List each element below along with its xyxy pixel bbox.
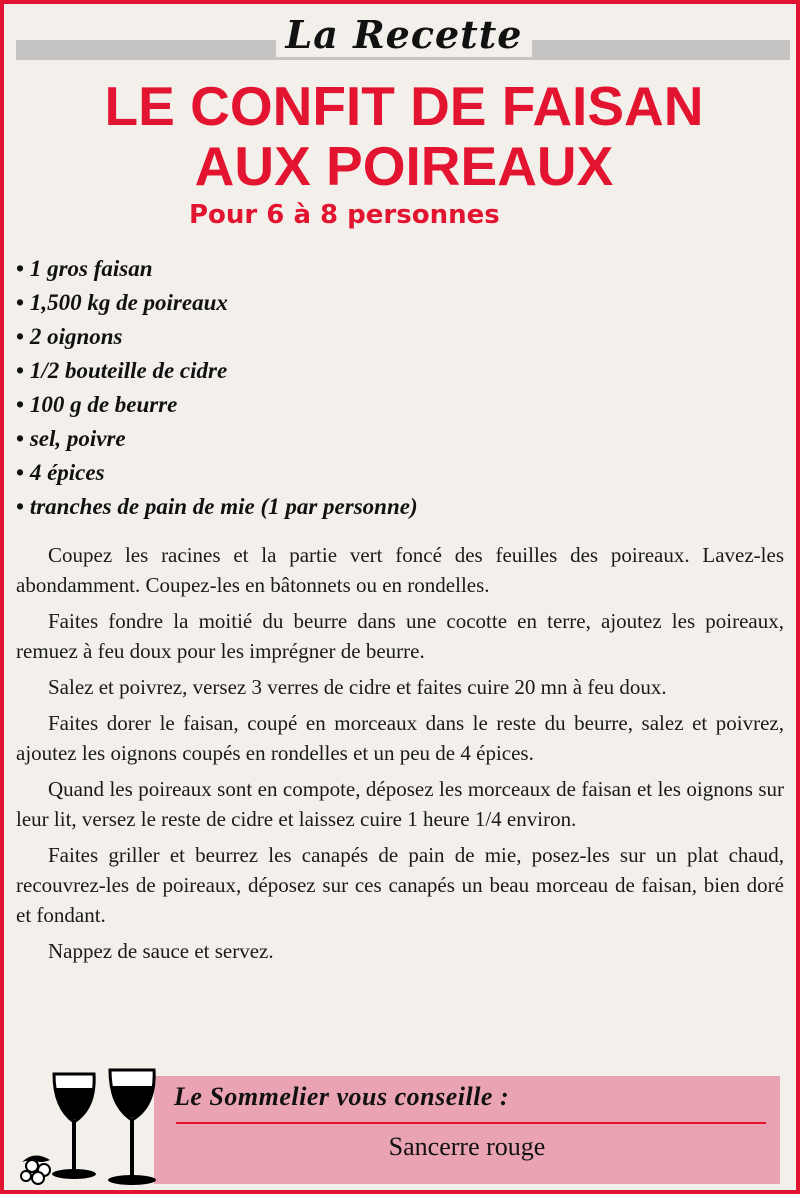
instruction-paragraph: Faites griller et beurrez les canapés de pain de mie, posez-les sur un plat chaud, recouvrez-les de poireaux, déposez sur ces canapés un beau morceau de faisan, bien doré et fondant. (16, 843, 784, 927)
sommelier-divider (176, 1122, 766, 1124)
sommelier-box (154, 1076, 780, 1184)
wine-glasses-icon (14, 1066, 174, 1190)
ingredient-item: • 1/2 bouteille de cidre (16, 354, 418, 388)
sommelier-wine: Sancerre rouge (388, 1132, 546, 1161)
instructions (16, 540, 784, 972)
ingredient-item: • sel, poivre (16, 422, 418, 456)
ingredient-item: • 1 gros faisan (16, 252, 418, 286)
recipe-title-line1: LE CONFIT DE FAISAN (104, 75, 704, 137)
instruction-paragraph: Nappez de sauce et servez. (48, 939, 274, 963)
ingredient-item: • tranches de pain de mie (1 par personne) (16, 490, 418, 524)
instruction-paragraph: Salez et poivrez, versez 3 verres de cidre et faites cuire 20 mn à feu doux. (48, 675, 667, 699)
servings: Pour 6 à 8 personnes (189, 200, 500, 230)
recipe-title (4, 76, 800, 196)
ingredient-list (16, 252, 418, 524)
recipe-title-line2: AUX POIREAUX (194, 135, 614, 197)
ingredient-item: • 2 oignons (16, 320, 418, 354)
sommelier-title: Le Sommelier vous conseille : (174, 1082, 510, 1111)
instruction-paragraph: Faites fondre la moitié du beurre dans une cocotte en terre, ajoutez les poireaux, remuez à feu doux pour les imprégner de beurre. (16, 609, 784, 663)
instruction-paragraph: Coupez les racines et la partie vert foncé des feuilles des poireaux. Lavez-les abondamment. Coupez-les en bâtonnets ou en rondelles. (16, 543, 784, 597)
instruction-paragraph: Faites dorer le faisan, coupé en morceaux dans le reste du beurre, salez et poivrez, ajoutez les oignons coupés en rondelles et un peu de 4 épices. (16, 711, 784, 765)
ingredient-item: • 100 g de beurre (16, 388, 418, 422)
instruction-paragraph: Quand les poireaux sont en compote, déposez les morceaux de faisan et les oignons sur leur lit, versez le reste de cidre et laissez cuire 1 heure 1/4 environ. (16, 777, 784, 831)
header-label: La Recette (4, 12, 800, 57)
ingredient-item: • 1,500 kg de poireaux (16, 286, 418, 320)
ingredient-item: • 4 épices (16, 456, 418, 490)
